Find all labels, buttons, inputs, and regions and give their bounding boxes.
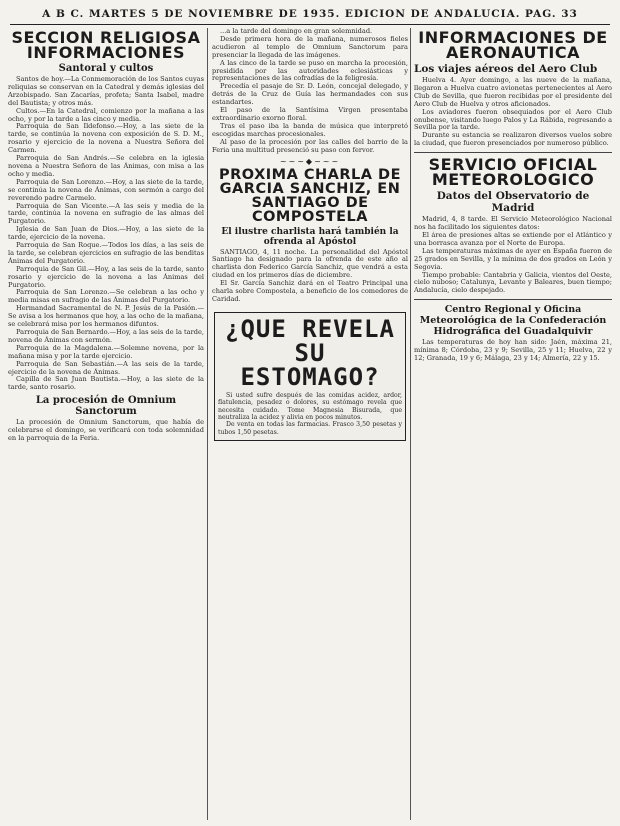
column-rule bbox=[410, 28, 411, 820]
article-paragraph: Tras el paso iba la banda de música que interpretó escogidas marchas procesionales. bbox=[212, 121, 408, 138]
article-paragraph: Parroquia de San Lorenzo.—Se celebran a las ocho y media misas en sufragio de las Ánimas del Purgatorio. bbox=[8, 288, 204, 305]
ad-headline: ¿QUE REVELA SU ESTOMAGO? bbox=[225, 314, 395, 391]
charla-subtitle: El ilustre charlista hará también la ofrenda al Apóstol bbox=[221, 226, 399, 247]
charla-headline: PROXIMA CHARLA DE GARCIA SANCHIZ, EN SANTIAGO DE COMPOSTELA bbox=[219, 166, 401, 225]
article-paragraph: Durante su estancia se realizaron diversos vuelos sobre la ciudad, que fueron presenciados por numeroso público. bbox=[414, 131, 612, 148]
confederacion-title: Centro Regional y Oficina Meteorológica de la Confederación Hidrográfica del Guadalquivir bbox=[419, 304, 607, 338]
article-paragraph: Huelva 4. Ayer domingo, a las nueve de la mañana, llegaron a Huelva cuatro avionetas pertenecientes al Aero Club de Sevilla, que fueron recibidas por el presidente del Aero Club de Huelva y otros aficionados. bbox=[414, 76, 612, 108]
article-paragraph: Parroquia de San Bernardo.—Hoy, a las seis de la tarde, novena de Ánimas con sermón. bbox=[8, 328, 204, 344]
article-paragraph: Hermandad Sacramental de N. P. Jesús de la Pasión.—Se avisa a los hermanos que hoy, a las ocho de la mañana, se celebrará misa por los hermanos difuntos. bbox=[8, 304, 204, 329]
section-title-religious: SECCION RELIGIOSA INFORMACIONES bbox=[11, 28, 201, 62]
article-paragraph: Al paso de la procesión por las calles del barrio de la Feria una multitud presenció su paso con fervor. bbox=[212, 137, 408, 154]
article-paragraph: Parroquia de San Vicente.—A las seis y media de la tarde, continúa la novena en sufragio de las almas del Purgatorio. bbox=[8, 201, 204, 226]
article-paragraph: ...a la tarde del domingo en gran solemnidad. bbox=[220, 28, 373, 35]
column-rule bbox=[207, 28, 208, 820]
article-paragraph: Santos de hoy.—La Conmemoración de los Santos cuyas reliquias se conservan en la Catedral y demás iglesias del Arzobispado. San Zacarías, profeta; Santa Isabel, madre del Bautista; y otros más. bbox=[8, 75, 204, 107]
aero-subtitle: Los viajes aéreos del Aero Club bbox=[414, 63, 598, 75]
column-aeronautics bbox=[414, 28, 612, 822]
article-paragraph: Iglesia de San Juan de Dios.—Hoy, a las siete de la tarde, ejercicio de la novena. bbox=[8, 225, 204, 242]
section-title-meteorology: SERVICIO OFICIAL METEOROLOGICO bbox=[428, 155, 598, 190]
article-paragraph: El Sr. García Sanchiz dará en el Teatro Principal una charla sobre Compostela, a beneficio de los comedores de Caridad. bbox=[212, 279, 408, 303]
section-divider bbox=[414, 299, 612, 300]
ornament-divider: ~~~◆~~~ bbox=[279, 156, 341, 166]
article-paragraph: Parroquia de San Roque.—Todos los días, a las seis de la tarde, se celebran ejercicios en sufragio de las benditas Ánimas del Purgatorio. bbox=[8, 241, 204, 265]
article-paragraph: Las temperaturas de hoy han sido: Jaén, máxima 21, mínima 8; Córdoba, 23 y 9; Sevilla, 25 y 11; Huelva, 22 y 12; Granada, 19 y 6; Málaga, 23 y 14; Almería, 22 y 15. bbox=[414, 338, 612, 363]
ad-paragraph: De venta en todas las farmacias. Frasco 3,50 pesetas y tubos 1,50 pesetas. bbox=[218, 421, 402, 436]
article-paragraph: Parroquia de San Ildefonso.—Hoy, a las siete de la tarde, se continúa la novena con exposición de S. D. M., rosario y ejercicio de la novena a Nuestra Señora del Carmen. bbox=[8, 122, 204, 155]
article-paragraph: SANTIAGO, 4, 11 noche. La personalidad del Apóstol Santiago ha designado para la ofrenda de este año al charlista don Federico García Sanchiz, que vendrá a esta ciudad en los primeros días de diciembre. bbox=[212, 247, 408, 280]
article-paragraph: Cultos.—En la Catedral, comienzo por la mañana a las ocho, y por la tarde a las cinco y media. bbox=[8, 106, 204, 123]
article-paragraph: Parroquia de San Lorenzo.—Hoy, a las siete de la tarde, se continúa la novena de Ánimas, con sermón a cargo del reverendo padre Carmelo. bbox=[8, 177, 204, 202]
procession-subtitle: La procesión de Omnium Sanctorum bbox=[35, 395, 177, 418]
article-paragraph: Parroquia de San Sebastián.—A las seis de la tarde, ejercicio de la novena de Ánimas. bbox=[8, 359, 204, 376]
article-paragraph: Parroquia de la Magdalena.—Solemne novena, por la mañana misa y por la tarde ejercicio. bbox=[8, 343, 204, 360]
section-title-aeronautics: INFORMACIONES DE AERONAUTICA bbox=[418, 28, 608, 62]
article-paragraph: El área de presiones altas se extiende por el Atlántico y una borrasca avanza por el Norte de Europa. bbox=[414, 230, 612, 247]
section-divider bbox=[414, 152, 612, 153]
article-paragraph: El paso de la Santísima Virgen presentaba extraordinario exorno floral. bbox=[212, 106, 408, 122]
article-paragraph: Precedía el pasaje de Sr. D. León, concejal delegado, y detrás de la Cruz de Guía las hermandades con sus estandartes. bbox=[212, 82, 408, 107]
ad-paragraph: Si usted sufre después de las comidas acidez, ardor, flatulencia, pesadez o dolores, su estómago revela que necesita cuidado. Tome Magnesia Bisurada, que neutraliza la acidez y alivia en pocos minutos. bbox=[218, 391, 402, 422]
advertisement-box bbox=[214, 312, 406, 441]
observatory-subtitle: Datos del Observatorio de Madrid bbox=[436, 190, 590, 215]
column-religious bbox=[8, 28, 204, 822]
article-paragraph: Madrid, 4, 8 tarde. El Servicio Meteorológico Nacional nos ha facilitado los siguientes datos: bbox=[414, 215, 612, 232]
article-paragraph: Parroquia de San Andrés.—Se celebra en la iglesia novena a Nuestra Señora de las Ánimas, con misa a las ocho y media. bbox=[8, 154, 204, 178]
page-header: A B C. MARTES 5 DE NOVIEMBRE DE 1935. EDICION DE ANDALUCIA. PAG. 33 bbox=[10, 6, 610, 25]
santoral-subtitle: Santoral y cultos bbox=[58, 63, 154, 74]
article-paragraph: A las cinco de la tarde se puso en marcha la procesión, presidida por las autoridades eclesiásticas y representaciones de las cofradías de la feligresía. bbox=[212, 58, 408, 83]
article-paragraph: La procesión de Omnium Sanctorum, que había de celebrarse el domingo, se verificará con toda solemnidad en la parroquia de la Feria. bbox=[8, 418, 204, 443]
article-paragraph: Capilla de San Juan Bautista.—Hoy, a las siete de la tarde, santo rosario. bbox=[8, 375, 204, 392]
column-middle bbox=[212, 28, 408, 822]
article-paragraph: Desde primera hora de la mañana, numerosos fieles acudieron al templo de Omnium Sanctorum para presenciar la llegada de las imágenes. bbox=[212, 34, 408, 59]
article-paragraph: Parroquia de San Gil.—Hoy, a las seis de la tarde, santo rosario y ejercicio de la novena a las Ánimas del Purgatorio. bbox=[8, 264, 204, 289]
article-paragraph: Tiempo probable: Cantabria y Galicia, vientos del Oeste, cielo nuboso; Catalunya, Levante y Baleares, buen tiempo; Andalucía, cielo despejado. bbox=[414, 270, 612, 295]
article-paragraph: Las temperaturas máximas de ayer en España fueron de 25 grados en Sevilla, y la mínima de dos grados en León y Segovia. bbox=[414, 246, 612, 271]
article-paragraph: Los aviadores fueron obsequiados por el Aero Club onubense, visitando luego Palos y La Rábida, regresando a Sevilla por la tarde. bbox=[414, 107, 612, 132]
